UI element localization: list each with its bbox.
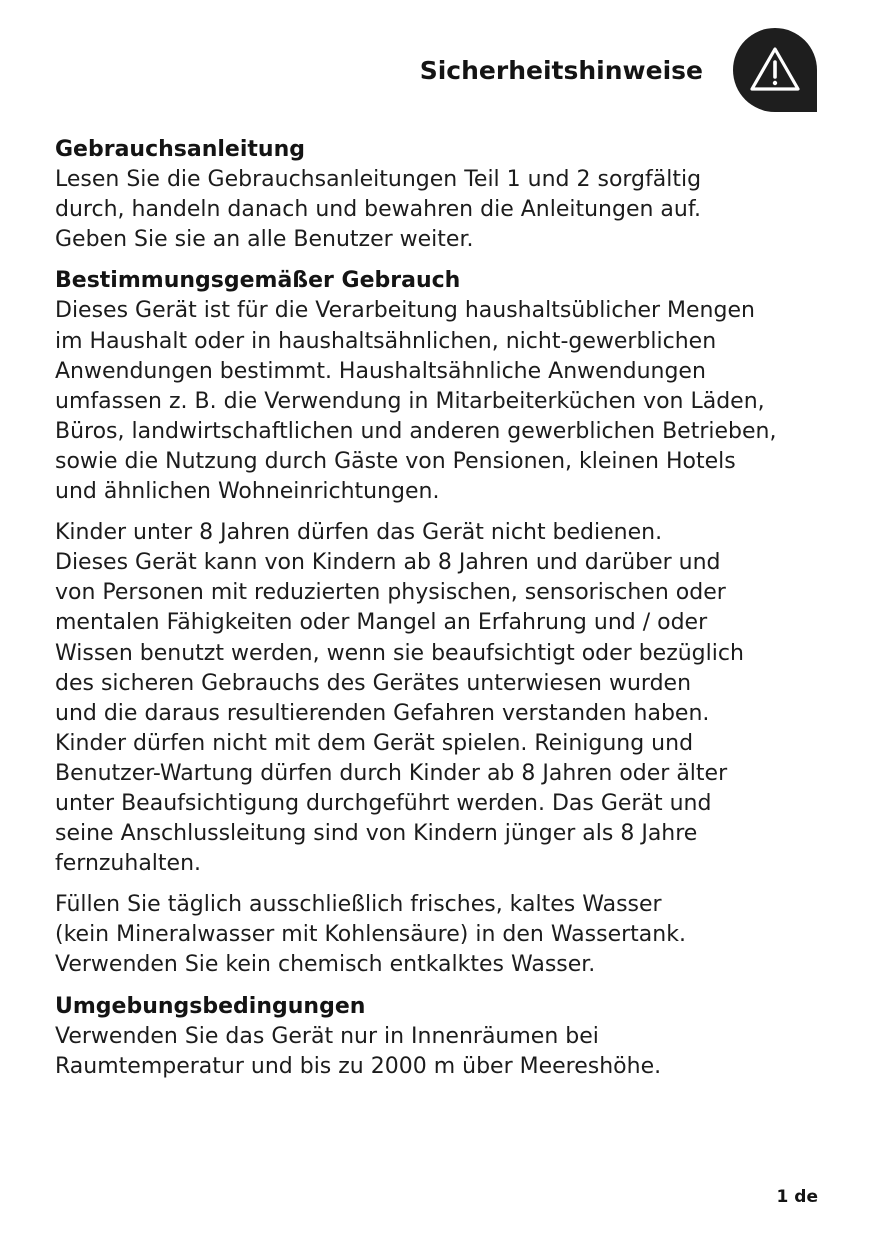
text-line: durch, handeln danach und bewahren die Anleitungen auf. [55, 197, 701, 223]
text-line: des sicheren Gebrauchs des Gerätes unterwiesen wurden [55, 670, 692, 696]
text-line: Benutzer-Wartung dürfen durch Kinder ab 8 Jahren oder älter [55, 760, 728, 786]
text-line: von Personen mit reduzierten physischen, sensorischen oder [55, 580, 726, 606]
paragraph [55, 518, 835, 879]
text-line: Kinder unter 8 Jahren dürfen das Gerät nicht bedienen. [55, 520, 663, 546]
paragraph [55, 165, 835, 255]
text-line: Wissen benutzt werden, wenn sie beaufsichtigt oder bezüglich [55, 640, 744, 666]
text-line: im Haushalt oder in haushaltsähnlichen, nicht-gewerblichen [55, 328, 717, 354]
text-line: Dieses Gerät ist für die Verarbeitung haushaltsüblicher Mengen [55, 298, 755, 324]
page-title: Sicherheitshinweise [419, 56, 703, 85]
warning-badge [733, 28, 817, 112]
text-line: seine Anschlussleitung sind von Kindern jünger als 8 Jahre [55, 821, 698, 847]
section-heading: Bestimmungsgemäßer Gebrauch [55, 268, 461, 294]
text-line: Büros, landwirtschaftlichen und anderen gewerblichen Betrieben, [55, 418, 777, 444]
section-heading: Gebrauchsanleitung [55, 137, 305, 162]
text-line: Verwenden Sie kein chemisch entkalktes Wasser. [55, 952, 596, 978]
text-line: Füllen Sie täglich ausschließlich frisches, kaltes Wasser [55, 892, 662, 918]
text-line: sowie die Nutzung durch Gäste von Pensionen, kleinen Hotels [55, 448, 736, 474]
text-line: (kein Mineralwasser mit Kohlensäure) in den Wassertank. [55, 922, 686, 948]
text-line: Dieses Gerät kann von Kindern ab 8 Jahren und darüber und [55, 550, 721, 576]
document-body [55, 135, 835, 1082]
text-line: Raumtemperatur und bis zu 2000 m über Meereshöhe. [55, 1053, 662, 1079]
paragraph [55, 296, 835, 507]
section-bestimmungsgemaesser-gebrauch [55, 266, 835, 980]
text-line: umfassen z. B. die Verwendung in Mitarbeiterküchen von Läden, [55, 388, 765, 414]
text-line: unter Beaufsichtigung durchgeführt werden. Das Gerät und [55, 790, 712, 816]
paragraph [55, 890, 835, 980]
section-umgebungsbedingungen [55, 992, 835, 1082]
section-heading: Umgebungsbedingungen [55, 993, 366, 1019]
text-line: fernzuhalten. [55, 851, 202, 877]
text-line: Geben Sie sie an alle Benutzer weiter. [55, 227, 474, 253]
paragraph [55, 1022, 835, 1082]
warning-triangle-icon [745, 40, 805, 100]
text-line: Lesen Sie die Gebrauchsanleitungen Teil 1 und 2 sorgfältig [55, 167, 702, 193]
section-gebrauchsanleitung [55, 135, 835, 255]
text-line: Verwenden Sie das Gerät nur in Innenräumen bei [55, 1023, 599, 1049]
text-line: und ähnlichen Wohneinrichtungen. [55, 479, 440, 505]
text-line: und die daraus resultierenden Gefahren verstanden haben. [55, 700, 710, 726]
text-line: Kinder dürfen nicht mit dem Gerät spielen. Reinigung und [55, 730, 694, 756]
text-line: Anwendungen bestimmt. Haushaltsähnliche Anwendungen [55, 358, 706, 384]
page-number: 1 de [776, 1187, 818, 1207]
text-line: mentalen Fähigkeiten oder Mangel an Erfahrung und / oder [55, 610, 708, 636]
